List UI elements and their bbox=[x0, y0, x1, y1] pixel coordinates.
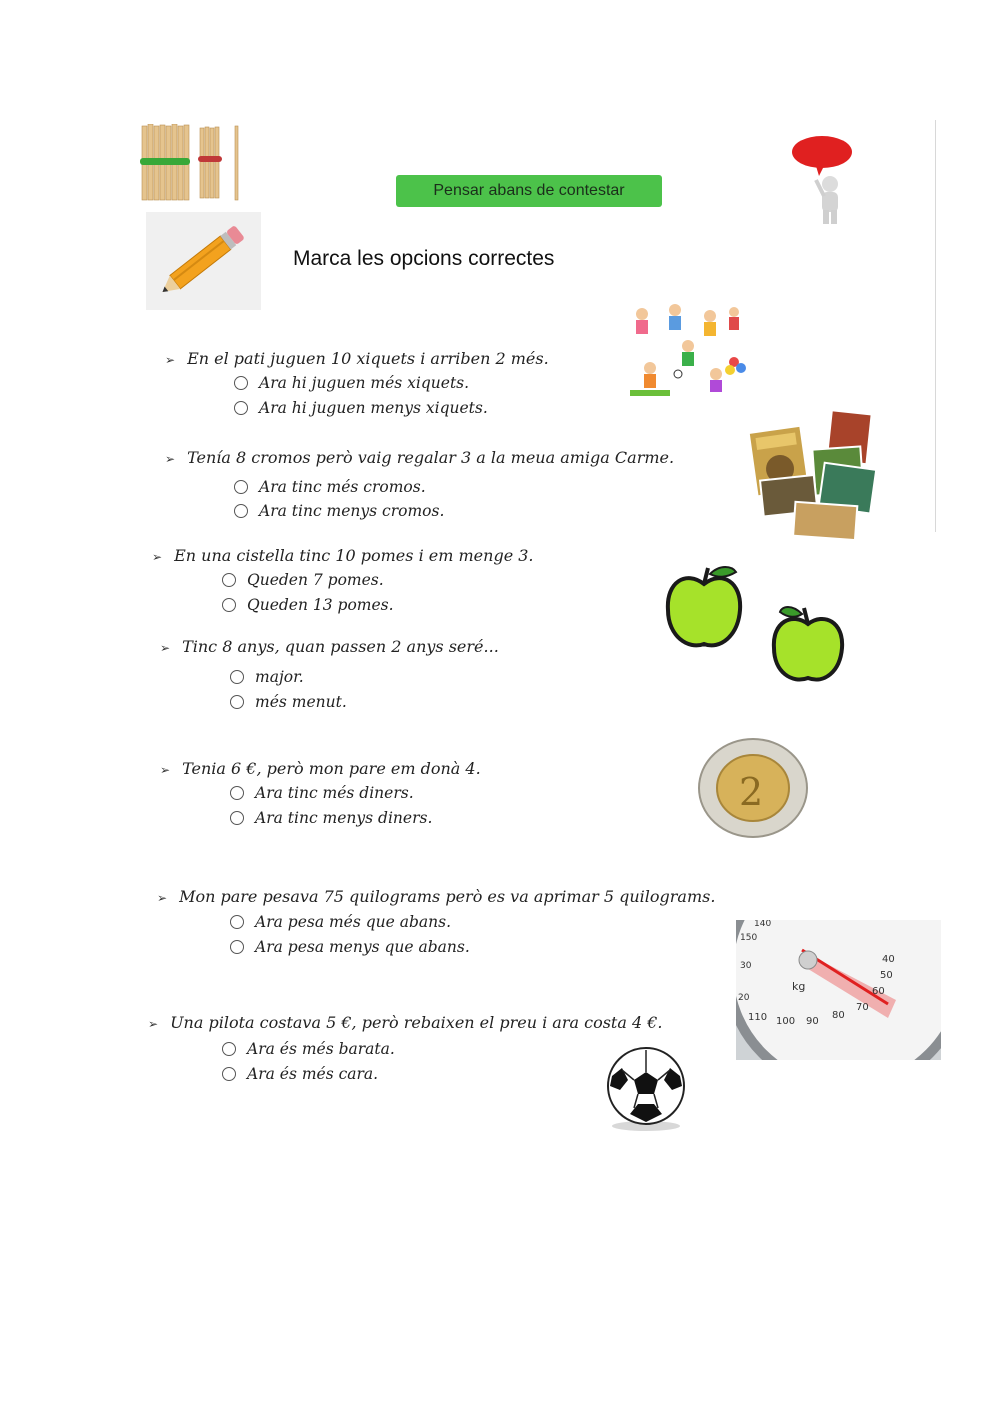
svg-text:50: 50 bbox=[880, 970, 893, 981]
option-label: Ara tinc més diners. bbox=[255, 784, 414, 802]
option-3a[interactable] bbox=[222, 571, 384, 589]
radio-button[interactable] bbox=[234, 401, 248, 415]
question-2 bbox=[165, 448, 674, 467]
option-label: Ara és més cara. bbox=[247, 1065, 379, 1083]
option-1b[interactable] bbox=[234, 399, 488, 417]
question-text: Tenía 8 cromos però vaig regalar 3 a la meua amiga Carme. bbox=[187, 448, 675, 467]
ball-image bbox=[600, 1046, 692, 1132]
svg-text:30: 30 bbox=[740, 961, 752, 971]
radio-button[interactable] bbox=[230, 915, 244, 929]
option-5a[interactable] bbox=[230, 784, 414, 802]
bullet-arrow-icon: ➢ bbox=[160, 641, 171, 655]
svg-text:100: 100 bbox=[776, 1016, 796, 1027]
thinker-image bbox=[786, 134, 872, 226]
question-5 bbox=[160, 759, 481, 778]
radio-button[interactable] bbox=[234, 376, 248, 390]
option-4b[interactable] bbox=[230, 693, 347, 711]
question-1 bbox=[165, 349, 549, 368]
option-6b[interactable] bbox=[230, 938, 470, 956]
radio-button[interactable] bbox=[230, 670, 244, 684]
cards-image bbox=[746, 408, 880, 548]
question-3 bbox=[152, 546, 534, 565]
option-7b[interactable] bbox=[222, 1065, 378, 1083]
option-7a[interactable] bbox=[222, 1040, 395, 1058]
radio-button[interactable] bbox=[230, 940, 244, 954]
sticks-image bbox=[138, 124, 248, 202]
option-label: Ara hi juguen menys xiquets. bbox=[259, 399, 488, 417]
option-label: Ara pesa menys que abans. bbox=[255, 938, 470, 956]
radio-button[interactable] bbox=[230, 695, 244, 709]
svg-text:80: 80 bbox=[832, 1010, 845, 1021]
question-text: Mon pare pesava 75 quilograms però es va aprimar 5 quilograms. bbox=[179, 887, 716, 906]
option-label: més menut. bbox=[255, 693, 347, 711]
option-label: major. bbox=[255, 668, 304, 686]
coin-value: 2 bbox=[739, 770, 764, 814]
question-4 bbox=[160, 637, 499, 656]
option-label: Ara tinc més cromos. bbox=[259, 478, 426, 496]
kids-image bbox=[630, 302, 750, 398]
radio-button[interactable] bbox=[222, 1042, 236, 1056]
radio-button[interactable] bbox=[234, 480, 248, 494]
question-7 bbox=[148, 1013, 663, 1032]
apples-image bbox=[662, 562, 852, 694]
option-label: Ara tinc menys diners. bbox=[255, 809, 433, 827]
svg-text:140: 140 bbox=[754, 920, 772, 929]
page-title: Marca les opcions correctes bbox=[293, 247, 555, 270]
option-4a[interactable] bbox=[230, 668, 304, 686]
svg-text:60: 60 bbox=[872, 986, 885, 997]
question-text: Tinc 8 anys, quan passen 2 anys seré... bbox=[182, 637, 499, 656]
radio-button[interactable] bbox=[222, 598, 236, 612]
instruction-banner: Pensar abans de contestar bbox=[396, 175, 662, 207]
svg-text:70: 70 bbox=[856, 1002, 869, 1013]
radio-button[interactable] bbox=[222, 573, 236, 587]
option-3b[interactable] bbox=[222, 596, 394, 614]
option-label: Ara és més barata. bbox=[247, 1040, 395, 1058]
bullet-arrow-icon: ➢ bbox=[165, 452, 176, 466]
option-2a[interactable] bbox=[234, 478, 426, 496]
question-6 bbox=[157, 887, 715, 906]
scale-image bbox=[736, 920, 941, 1060]
radio-button[interactable] bbox=[222, 1067, 236, 1081]
svg-text:150: 150 bbox=[740, 933, 758, 943]
svg-text:110: 110 bbox=[748, 1012, 768, 1023]
question-text: Tenia 6 €, però mon pare em donà 4. bbox=[182, 759, 481, 778]
bullet-arrow-icon: ➢ bbox=[152, 550, 163, 564]
pencil-image bbox=[146, 212, 261, 310]
option-6a[interactable] bbox=[230, 913, 451, 931]
radio-button[interactable] bbox=[230, 786, 244, 800]
question-text: En una cistella tinc 10 pomes i em menge 3. bbox=[174, 546, 534, 565]
svg-text:90: 90 bbox=[806, 1016, 819, 1027]
radio-button[interactable] bbox=[230, 811, 244, 825]
option-label: Ara pesa més que abans. bbox=[255, 913, 452, 931]
page-edge-line bbox=[935, 120, 936, 532]
option-label: Queden 7 pomes. bbox=[247, 571, 384, 589]
option-label: Ara hi juguen més xiquets. bbox=[259, 374, 470, 392]
scale-unit: kg bbox=[792, 980, 806, 993]
svg-text:40: 40 bbox=[882, 954, 895, 965]
coin-image bbox=[697, 737, 809, 839]
option-2b[interactable] bbox=[234, 502, 444, 520]
bullet-arrow-icon: ➢ bbox=[157, 891, 168, 905]
option-5b[interactable] bbox=[230, 809, 432, 827]
bullet-arrow-icon: ➢ bbox=[148, 1017, 159, 1031]
bullet-arrow-icon: ➢ bbox=[165, 353, 176, 367]
question-text: Una pilota costava 5 €, però rebaixen el preu i ara costa 4 €. bbox=[170, 1013, 663, 1032]
option-label: Queden 13 pomes. bbox=[247, 596, 394, 614]
option-label: Ara tinc menys cromos. bbox=[259, 502, 445, 520]
bullet-arrow-icon: ➢ bbox=[160, 763, 171, 777]
radio-button[interactable] bbox=[234, 504, 248, 518]
svg-text:20: 20 bbox=[738, 993, 750, 1003]
option-1a[interactable] bbox=[234, 374, 469, 392]
question-text: En el pati juguen 10 xiquets i arriben 2 més. bbox=[187, 349, 549, 368]
